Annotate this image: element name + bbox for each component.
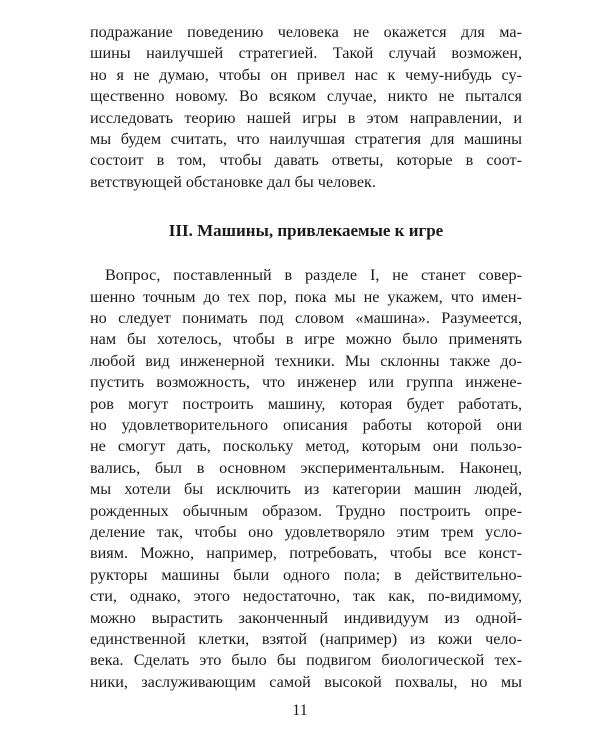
text-line: рукторы машины были одного пола; в действительно- [90, 565, 522, 584]
text-line: рожденных обычным образом. Трудно построить опре- [90, 501, 522, 520]
text-line: но я не думаю, чтобы он привел нас к чему-нибудь су- [90, 65, 522, 84]
text-line: любой вид инженерной техники. Мы склонны также до- [90, 351, 522, 370]
text-line: нам бы хотелось, чтобы в игре можно было применять [90, 330, 522, 349]
text-line: пустить возможность, что инженер или группа инжене- [90, 373, 522, 392]
text-line: единственной клетки, взятой (например) из кожи чело- [90, 630, 522, 648]
text-line: но следует понимать под словом «машина». Разумеется, [90, 309, 522, 327]
text-line: Вопрос, поставленный в разделе I, не станет совер- [105, 266, 522, 285]
text-line: ветствующей обстановке дал бы человек. [90, 172, 376, 191]
text-line: подражание поведению человека не окажется для ма- [90, 23, 522, 41]
text-line: ники, заслуживающим самой высокой похвалы, но мы [90, 672, 522, 691]
text-line: мы хотели бы исключить из категории машин людей, [90, 480, 522, 499]
text-line: не смогут дать, поскольку метод, которым они пользо- [90, 437, 522, 456]
text-line: исследовать теорию нашей игры в этом направлении, и [90, 108, 522, 127]
text-line: вались, был в основном экспериментальным. Наконец, [90, 458, 522, 477]
text-line: щественно новому. Во всяком случае, никто не пытался [90, 87, 522, 106]
text-line: мы будем считать, что наилучшая стратегия для машины [90, 130, 522, 148]
text-line: состоит в том, чтобы давать ответы, которые в соот- [90, 151, 522, 170]
text-line: деление так, чтобы оно удовлетворяло этим трем усло- [90, 523, 522, 541]
text-line: века. Сделать это было бы подвигом биологической тех- [90, 651, 522, 670]
page-number: 11 [292, 702, 308, 720]
section-heading: III. Машины, привлекаемые к игре [168, 221, 444, 241]
text-line: но удовлетворительного описания работы которой они [90, 416, 522, 434]
text-line: можно вырастить законченный индивидуум из одной- [90, 608, 522, 627]
text-line: шенно точным до тех пор, пока мы не укажем, что имен- [90, 287, 522, 306]
text-line: виям. Можно, например, потребовать, чтобы все конст- [90, 544, 522, 563]
text-line: сти, однако, этого недостаточно, так как, по-видимому, [90, 587, 522, 606]
text-line: ров могут построить машину, которая будет работать, [90, 394, 522, 413]
text-line: шины наилучшей стратегией. Такой случай возможен, [90, 44, 522, 63]
